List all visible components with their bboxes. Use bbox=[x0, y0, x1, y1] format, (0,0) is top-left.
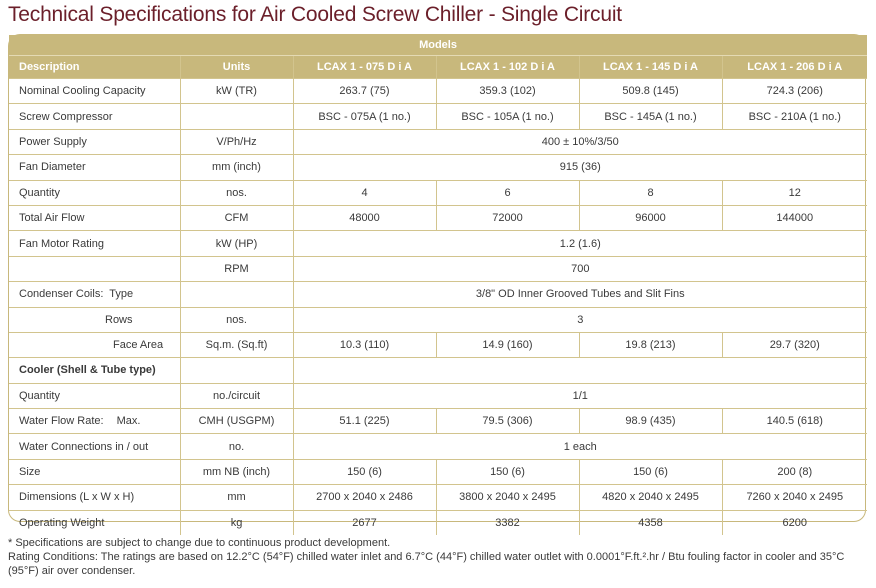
cell-value bbox=[293, 358, 867, 383]
cell-value: 98.9 (435) bbox=[579, 409, 722, 434]
table-row bbox=[9, 205, 867, 230]
table-row bbox=[9, 434, 867, 459]
cell-value: 150 (6) bbox=[436, 459, 579, 484]
cell-value: 144000 bbox=[722, 205, 867, 230]
model-header: LCAX 1 - 145 D i A bbox=[579, 56, 722, 79]
row-unit: mm NB (inch) bbox=[180, 459, 293, 484]
cell-value: 263.7 (75) bbox=[293, 79, 436, 104]
cell-value: 4 bbox=[293, 180, 436, 205]
cell-value: 1.2 (1.6) bbox=[293, 231, 867, 256]
table-row bbox=[9, 510, 867, 535]
cell-value: 3 bbox=[293, 307, 867, 332]
model-header: LCAX 1 - 075 D i A bbox=[293, 56, 436, 79]
table-row bbox=[9, 256, 867, 281]
description-header: Description bbox=[9, 56, 180, 79]
table-row bbox=[9, 155, 867, 180]
model-header: LCAX 1 - 102 D i A bbox=[436, 56, 579, 79]
model-header: LCAX 1 - 206 D i A bbox=[722, 56, 867, 79]
cell-value: 700 bbox=[293, 256, 867, 281]
row-label: Condenser Coils: Type bbox=[9, 282, 180, 307]
cell-value: BSC - 105A (1 no.) bbox=[436, 104, 579, 129]
row-unit: kg bbox=[180, 510, 293, 535]
column-header-row bbox=[9, 56, 867, 79]
row-label: Rows bbox=[9, 307, 180, 332]
cell-value: 72000 bbox=[436, 205, 579, 230]
cell-value: 51.1 (225) bbox=[293, 409, 436, 434]
cell-value: 4820 x 2040 x 2495 bbox=[579, 485, 722, 510]
row-unit: Sq.m. (Sq.ft) bbox=[180, 332, 293, 357]
cell-value: 7260 x 2040 x 2495 bbox=[722, 485, 867, 510]
table-row bbox=[9, 79, 867, 104]
page-title: Technical Specifications for Air Cooled Screw Chiller - Single Circuit bbox=[8, 3, 622, 26]
spec-table bbox=[9, 35, 867, 535]
table-row bbox=[9, 332, 867, 357]
table-row bbox=[9, 485, 867, 510]
section-label: Cooler (Shell & Tube type) bbox=[9, 358, 180, 383]
row-label: Face Area bbox=[9, 332, 180, 357]
cell-value: 3/8" OD Inner Grooved Tubes and Slit Fins bbox=[293, 282, 867, 307]
row-unit: kW (TR) bbox=[180, 79, 293, 104]
row-unit bbox=[180, 104, 293, 129]
cell-value: 1/1 bbox=[293, 383, 867, 408]
water-flow-label: Water Flow Rate: bbox=[19, 415, 104, 428]
cell-value: BSC - 075A (1 no.) bbox=[293, 104, 436, 129]
row-label: Size bbox=[9, 459, 180, 484]
row-unit: mm (inch) bbox=[180, 155, 293, 180]
row-unit: CMH (USGPM) bbox=[180, 409, 293, 434]
units-header: Units bbox=[180, 56, 293, 79]
row-unit: nos. bbox=[180, 307, 293, 332]
cell-value: 4358 bbox=[579, 510, 722, 535]
table-row bbox=[9, 409, 867, 434]
cell-value: 509.8 (145) bbox=[579, 79, 722, 104]
row-unit: V/Ph/Hz bbox=[180, 129, 293, 154]
cell-value: 8 bbox=[579, 180, 722, 205]
row-label: Operating Weight bbox=[9, 510, 180, 535]
table-row bbox=[9, 180, 867, 205]
spec-table-frame bbox=[8, 34, 866, 529]
cell-value: 3800 x 2040 x 2495 bbox=[436, 485, 579, 510]
cell-value: 1 each bbox=[293, 434, 867, 459]
row-unit: RPM bbox=[180, 256, 293, 281]
row-label: Screw Compressor bbox=[9, 104, 180, 129]
table-row bbox=[9, 383, 867, 408]
footnote-rating-conditions: Rating Conditions: The ratings are based on 12.2°C (54°F) chilled water inlet and 6.7°C (44°F) chilled water outlet with 0.0001°F.ft.².hr / Btu fouling factor in cooler and 35°C (95°F) air over condenser. bbox=[8, 551, 845, 577]
cell-value: BSC - 145A (1 no.) bbox=[579, 104, 722, 129]
table-row bbox=[9, 358, 867, 383]
table-row bbox=[9, 129, 867, 154]
footnote-disclaimer: * Specifications are subject to change due to continuous product development. bbox=[8, 537, 391, 549]
cell-value: 150 (6) bbox=[579, 459, 722, 484]
cell-value: 79.5 (306) bbox=[436, 409, 579, 434]
row-label: Water Connections in / out bbox=[9, 434, 180, 459]
cell-value: 10.3 (110) bbox=[293, 332, 436, 357]
cell-value: 48000 bbox=[293, 205, 436, 230]
table-row bbox=[9, 104, 867, 129]
models-label: Models bbox=[9, 35, 867, 56]
cell-value: 140.5 (618) bbox=[722, 409, 867, 434]
footnotes bbox=[8, 536, 870, 578]
cell-value: 29.7 (320) bbox=[722, 332, 867, 357]
row-unit: nos. bbox=[180, 180, 293, 205]
table-row bbox=[9, 231, 867, 256]
cell-value: 12 bbox=[722, 180, 867, 205]
cell-value: 2700 x 2040 x 2486 bbox=[293, 485, 436, 510]
row-unit bbox=[180, 358, 293, 383]
row-label: Quantity bbox=[9, 383, 180, 408]
table-row bbox=[9, 459, 867, 484]
row-label bbox=[9, 256, 180, 281]
cell-value: BSC - 210A (1 no.) bbox=[722, 104, 867, 129]
cell-value: 96000 bbox=[579, 205, 722, 230]
row-unit: CFM bbox=[180, 205, 293, 230]
row-label bbox=[9, 409, 180, 434]
row-label: Nominal Cooling Capacity bbox=[9, 79, 180, 104]
cell-value: 150 (6) bbox=[293, 459, 436, 484]
cell-value: 14.9 (160) bbox=[436, 332, 579, 357]
row-label: Power Supply bbox=[9, 129, 180, 154]
row-unit: no./circuit bbox=[180, 383, 293, 408]
cell-value: 724.3 (206) bbox=[722, 79, 867, 104]
row-label: Total Air Flow bbox=[9, 205, 180, 230]
row-label: Dimensions (L x W x H) bbox=[9, 485, 180, 510]
row-label: Fan Diameter bbox=[9, 155, 180, 180]
row-label: Quantity bbox=[9, 180, 180, 205]
cell-value: 915 (36) bbox=[293, 155, 867, 180]
cell-value: 400 ± 10%/3/50 bbox=[293, 129, 867, 154]
cell-value: 6 bbox=[436, 180, 579, 205]
cell-value: 6200 bbox=[782, 516, 807, 529]
cell-value: 359.3 (102) bbox=[436, 79, 579, 104]
table-row bbox=[9, 282, 867, 307]
row-unit: no. bbox=[180, 434, 293, 459]
models-header-row bbox=[9, 35, 867, 56]
cell-value: 200 (8) bbox=[722, 459, 867, 484]
table-row bbox=[9, 307, 867, 332]
cell-value: 3382 bbox=[436, 510, 579, 535]
cell-value: 2677 bbox=[293, 510, 436, 535]
row-unit: kW (HP) bbox=[180, 231, 293, 256]
water-flow-sub-label: Max. bbox=[116, 415, 141, 428]
row-label: Fan Motor Rating bbox=[9, 231, 180, 256]
row-unit bbox=[180, 282, 293, 307]
row-unit: mm bbox=[180, 485, 293, 510]
cell-value: 19.8 (213) bbox=[579, 332, 722, 357]
